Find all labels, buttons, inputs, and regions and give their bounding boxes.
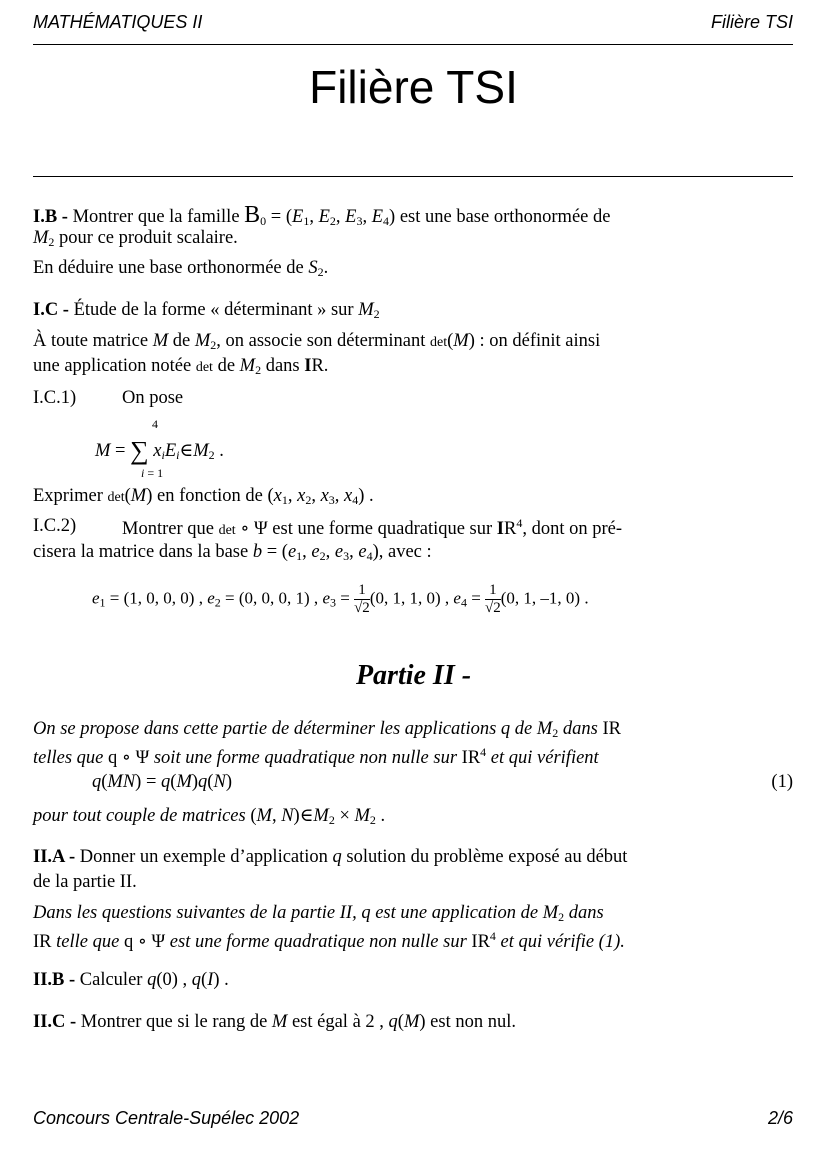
part2-intro-1: On se propose dans cette partie de déterminer les applications q de $M_2$ dans IR [33, 719, 621, 740]
iia-line-2: de la partie II. [33, 872, 137, 892]
header-right: Filière TSI [710, 12, 793, 32]
ic1-express: Exprimer det(M) en fonction de ($x_1$, $x_2$, $x_3$, $x_4$) . [33, 486, 374, 507]
sum-lower: i = 1 [141, 466, 164, 480]
ic2-line-2: cisera la matrice dans la base $b = (e_1$, $e_2$, $e_3$, $e_4$), avec : [33, 542, 432, 563]
ic2-line-1: Montrer que det ∘ Ψ est une forme quadratique sur $IR^4$, dont on pré- [122, 516, 623, 539]
part2-it-2: IR telle que q ∘ Ψ est une forme quadratique non nulle sur $IR^4$ et qui vérifie (1). [33, 929, 625, 952]
iic-label: II.C - [33, 1012, 77, 1032]
ic1-text: On pose [122, 388, 184, 408]
ib-label: I.B - [33, 207, 68, 227]
ic-line-2: une application notée det de $M_2$ dans IR. [33, 356, 329, 377]
iib-line: II.B - Calculer q(0) , q(I) . [33, 970, 229, 990]
part2-intro-2: telles que q ∘ Ψ soit une forme quadratique non nulle sur $IR^4$ et qui vérifient [33, 745, 599, 768]
page-title: Filière TSI [309, 61, 518, 113]
ic-line-1: À toute matrice M de $M_2$, on associe son déterminant det(M) : on définit ainsi [33, 331, 601, 352]
ib-line-2: $M_2$ pour ce produit scalaire. [33, 228, 238, 249]
footer-page-number: 2/6 [767, 1108, 793, 1128]
part2-title: Partie II - [355, 660, 472, 691]
ib-line-3: En déduire une base orthonormée de $S_2$. [33, 258, 329, 279]
part2-it-1: Dans les questions suivantes de la partie II, q est une application de $M_2$ dans [33, 903, 604, 924]
iia-line-1: II.A - Donner un exemple d’application q solution du problème exposé au début [33, 847, 628, 867]
iic-line: II.C - Montrer que si le rang de M est égal à 2 , q(M) est non nul. [33, 1012, 516, 1032]
ib-line-1: I.B - Montrer que la famille $B_0 = (E_1$, $E_2$, $E_3$, $E_4$) est une base orthonormée de [33, 202, 611, 228]
ic-heading: I.C - Étude de la forme « déterminant » sur $M_2$ [33, 300, 380, 321]
equation-1: q(MN) = q(M)q(N) [92, 772, 232, 792]
iib-label: II.B - [33, 970, 76, 990]
ic2-label: I.C.2) [33, 516, 77, 536]
title-rule [33, 176, 793, 177]
header-rule [33, 44, 793, 45]
header-left: MATHÉMATIQUES II [33, 12, 203, 32]
basis-vectors: $e_1 = (1$, 0, 0, 0) , $e_2 = (0$, 0, 0, 1) , $e_3$ = $\frac{1}{√2}$ (0, 1, 1, 0) , $e_4$ = $\frac{1}{√2}$ (0, 1, –1, 0) . [92, 582, 589, 616]
sum-formula: M = ∑ $x_iE_i\in M_2$ . [95, 436, 224, 465]
equation-1-label: (1) [771, 772, 793, 792]
ic1-label: I.C.1) [33, 388, 77, 408]
part2-intro-3: pour tout couple de matrices (M, $N)\in M_2 \times M_2$ . [33, 806, 386, 827]
ic-label: I.C - [33, 300, 69, 320]
iia-label: II.A - [33, 847, 76, 867]
sum-upper: 4 [152, 417, 158, 431]
footer-left: Concours Centrale-Supélec 2002 [33, 1108, 300, 1128]
